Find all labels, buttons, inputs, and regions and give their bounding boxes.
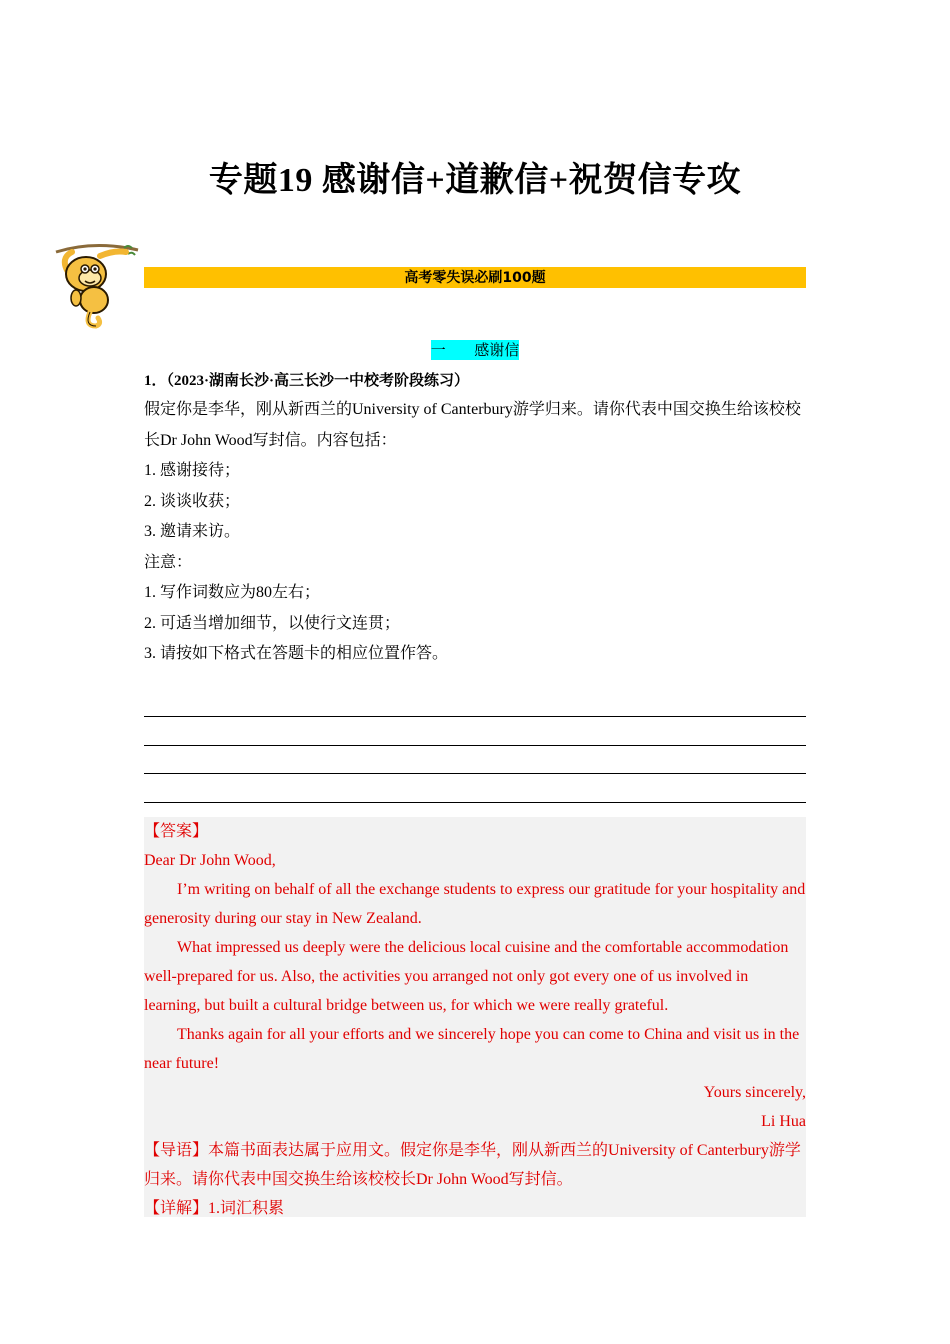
answer-block [144,817,806,1217]
detail-text: 1.词汇积累 [208,1200,285,1217]
letter-paragraph: Thanks again for all your efforts and we sincerely hope you can come to China and visit us in the near future! [144,1026,800,1072]
question-line: 2. 谈谈收获； [144,492,241,510]
question-source: （2023·湖南长沙·高三长沙一中校考阶段练习） [166,373,470,389]
letter-paragraph: What impressed us deeply were the delicious local cuisine and the comfortable accommodation well-prepared for us. Also, the activities you arranged not only got every one of us involved in learning, but built a cultural bridge between us, for which we were really grateful. [144,939,789,1014]
page-title: 专题19 感谢信+道歉信+祝贺信专攻 [208,162,742,199]
blank-line [144,774,806,803]
question-line: 1. 写作词数应为80左右； [144,584,321,601]
answer-label: 【答案】 [144,823,209,840]
question-prompt: 假定你是李华，刚从新西兰的University of Canterbury游学归来。请你代表中国交换生给该校校长Dr John Wood写封信。内容包括： [144,401,801,449]
letter-paragraph: I’m writing on behalf of all the exchange students to express our gratitude for your hospitality and generosity during our stay in New Zealand. [144,881,806,927]
question-line: 1. 感谢接待； [144,462,241,479]
guide-label: 【导语】 [144,1142,209,1159]
answer-lines [144,688,806,832]
question-line: 注意： [144,553,193,571]
blank-line [144,717,806,746]
blank-line [144,746,806,775]
letter-salutation: Dear Dr John Wood, [144,852,276,869]
letter-closing: Yours sincerely, [703,1084,806,1101]
question-body [144,395,808,670]
guide-paragraph [144,1136,806,1194]
question-line: 2. 可适当增加细节，以使行文连贯； [144,614,401,632]
question-line: 3. 请按如下格式在答题卡的相应位置作答。 [144,645,449,662]
banner: 高考零失误必刷100题 [144,267,806,288]
question-number: 1． [144,373,167,389]
question-header [144,369,469,390]
guide-text: 本篇书面表达属于应用文。假定你是李华，刚从新西兰的University of Canterbury游学归来。请你代表中国交换生给该校校长Dr John Wood写封信。 [144,1142,801,1188]
monkey-mascot-icon [54,242,140,330]
section-heading [0,339,950,360]
letter-signature: Li Hua [761,1113,806,1130]
section-label: 一 感谢信 [430,341,520,359]
detail-label: 【详解】 [144,1200,209,1217]
blank-line [144,688,806,717]
detail-paragraph [144,1194,806,1223]
question-line: 3. 邀请来访。 [144,523,241,540]
